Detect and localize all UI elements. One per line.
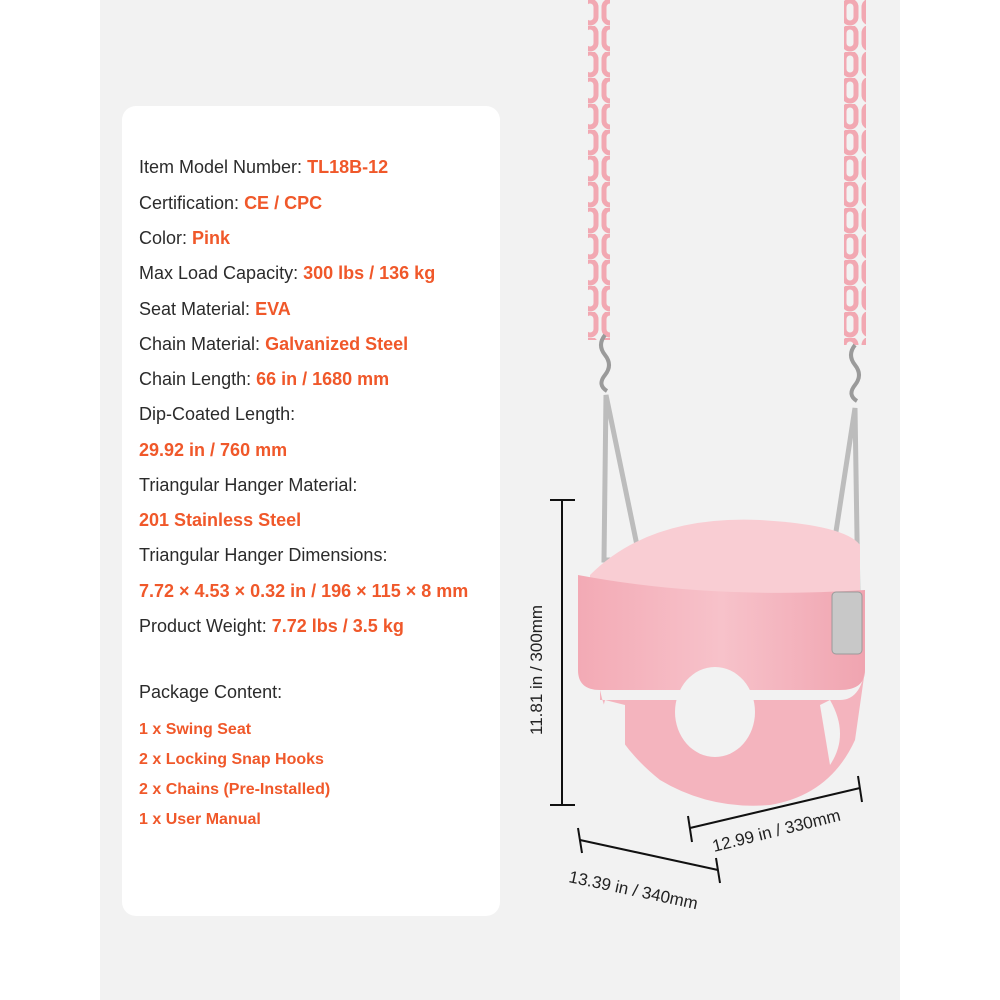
spec-max-load: Max Load Capacity: 300 lbs / 136 kg: [139, 263, 436, 283]
right-snap-hook: [851, 345, 859, 401]
spec-hanger-material-label: Triangular Hanger Material:: [139, 475, 358, 495]
spec-hanger-material-value: 201 Stainless Steel: [139, 510, 302, 530]
spec-chain-material: Chain Material: Galvanized Steel: [139, 334, 409, 354]
height-dimension-line: [550, 500, 575, 805]
spec-hanger-dimensions-value: 7.72 × 4.53 × 0.32 in / 196 × 115 × 8 mm: [139, 581, 469, 601]
spec-hanger-dimensions-label: Triangular Hanger Dimensions:: [139, 545, 388, 565]
package-item: 1 x Swing Seat: [139, 721, 252, 738]
left-snap-hook: [601, 335, 609, 391]
swing-seat: [578, 575, 865, 806]
package-item: 2 x Locking Snap Hooks: [139, 751, 324, 768]
spec-certification: Certification: CE / CPC: [139, 193, 323, 213]
spec-seat-material: Seat Material: EVA: [139, 299, 291, 319]
metal-plate: [832, 592, 862, 654]
width-dimension-label: 13.39 in / 340mm: [567, 867, 700, 914]
spec-dip-coated-value: 29.92 in / 760 mm: [139, 440, 288, 460]
spec-color: Color: Pink: [139, 228, 231, 248]
spec-weight: Product Weight: 7.72 lbs / 3.5 kg: [139, 616, 404, 636]
spec-model: Item Model Number: TL18B-12: [139, 157, 389, 177]
left-chain: [588, 0, 610, 340]
right-chain: [844, 0, 866, 345]
spec-chain-length: Chain Length: 66 in / 1680 mm: [139, 369, 390, 389]
package-item: 2 x Chains (Pre-Installed): [139, 781, 331, 798]
depth-dimension-label: 12.99 in / 330mm: [710, 805, 843, 856]
height-dimension-label: 11.81 in / 300mm: [527, 604, 546, 735]
left-triangular-hanger: [604, 395, 640, 560]
package-item: 1 x User Manual: [139, 811, 261, 828]
spec-dip-coated-label: Dip-Coated Length:: [139, 404, 296, 424]
package-title: Package Content:: [139, 682, 283, 702]
